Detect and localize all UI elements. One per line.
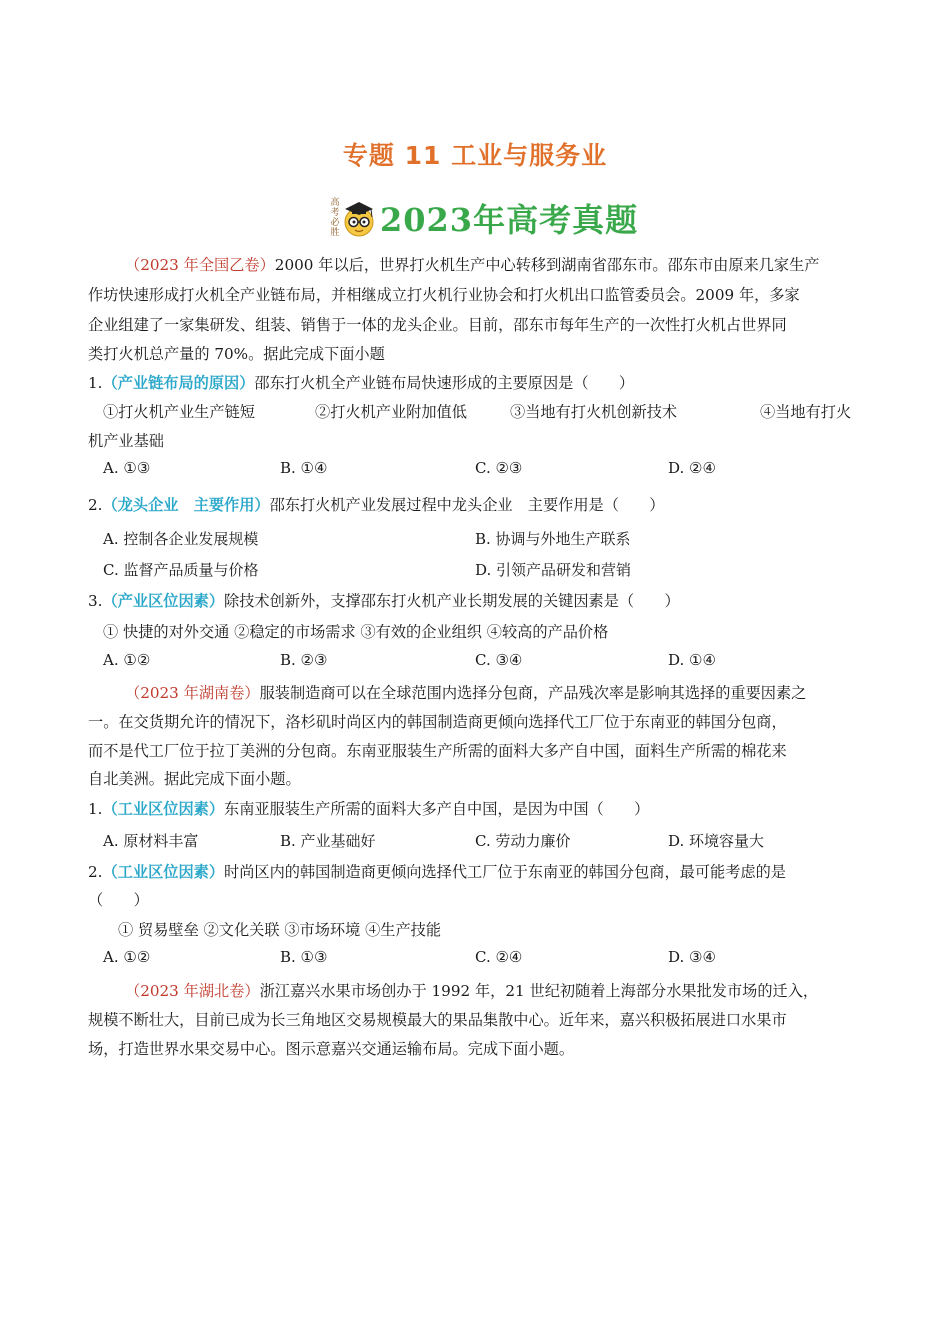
question-1 bbox=[88, 798, 649, 819]
answer-option-a[interactable]: A. ①② bbox=[103, 948, 151, 966]
answer-option-b[interactable]: B. 产业基础好 bbox=[280, 832, 376, 850]
banner-char: 考 bbox=[330, 208, 340, 218]
statement-list: ① 贸易壁垒 ②文化关联 ③市场环境 ④生产技能 bbox=[118, 921, 442, 939]
question-text: 邵东打火机全产业链布局快速形成的主要原因是（ ） bbox=[254, 374, 635, 392]
answer-option-d[interactable]: D. ③④ bbox=[668, 948, 716, 966]
answer-option-d[interactable]: D. ②④ bbox=[668, 459, 716, 477]
passage-line bbox=[125, 682, 806, 703]
passage-line: 作坊快速形成打火机全产业链布局，并相继成立打火机行业协会和打火机出口监管委员会。2009 年，多家 bbox=[88, 286, 800, 304]
question-text: 东南亚服装生产所需的面料大多产自中国，是因为中国（ ） bbox=[224, 800, 650, 818]
passage-line: 自北美洲。据此完成下面小题。 bbox=[88, 770, 301, 788]
statement-item: ③当地有打火机创新技术 bbox=[510, 403, 678, 421]
question-3 bbox=[88, 590, 680, 611]
answer-option-b[interactable]: B. ②③ bbox=[280, 651, 328, 669]
answer-option-d[interactable]: D. ①④ bbox=[668, 651, 716, 669]
question-tag: （龙头企业 主要作用） bbox=[102, 496, 270, 514]
banner-char: 胜 bbox=[330, 228, 340, 238]
question-2 bbox=[88, 494, 664, 515]
answer-option-c[interactable]: C. 监督产品质量与价格 bbox=[103, 561, 259, 579]
exam-banner bbox=[330, 195, 638, 241]
answer-option-d[interactable]: D. 引领产品研发和营销 bbox=[475, 561, 632, 579]
passage-line: 场，打造世界水果交易中心。图示意嘉兴交通运输布局。完成下面小题。 bbox=[88, 1040, 574, 1058]
statement-item: ②打火机产业附加值低 bbox=[315, 403, 467, 421]
banner-title: 2023年高考真题 bbox=[380, 201, 639, 239]
passage-line: 一。在交货期允许的情况下，洛杉矶时尚区内的韩国制造商更倾向选择代工厂位于东南亚的韩国分包商， bbox=[88, 713, 787, 731]
question-2 bbox=[88, 861, 786, 882]
passage-line: 类打火机总产量的 70%。据此完成下面小题 bbox=[88, 345, 385, 363]
question-number: 3. bbox=[88, 592, 103, 610]
question-1 bbox=[88, 372, 634, 393]
answer-blank: （ ） bbox=[88, 891, 149, 909]
question-number: 1. bbox=[88, 374, 103, 392]
question-text: 除技术创新外，支撑邵东打火机产业长期发展的关键因素是（ ） bbox=[224, 592, 680, 610]
answer-option-a[interactable]: A. ①② bbox=[103, 651, 151, 669]
answer-option-c[interactable]: C. 劳动力廉价 bbox=[475, 832, 571, 850]
banner-char: 必 bbox=[330, 218, 340, 228]
question-tag: （工业区位因素） bbox=[102, 800, 224, 818]
answer-option-b[interactable]: B. ①④ bbox=[280, 459, 328, 477]
passage-line: 规模不断壮大，目前已成为长三角地区交易规模最大的果品集散中心。近年来，嘉兴积极拓展进口水果市 bbox=[88, 1011, 787, 1029]
passage-line bbox=[125, 980, 818, 1001]
answer-option-d[interactable]: D. 环境容量大 bbox=[668, 832, 765, 850]
banner-vertical-text bbox=[330, 198, 340, 238]
answer-option-c[interactable]: C. ②③ bbox=[475, 459, 523, 477]
answer-option-b[interactable]: B. 协调与外地生产联系 bbox=[475, 530, 631, 548]
statement-item: ④当地有打火 bbox=[760, 403, 852, 421]
question-text: 邵东打火机产业发展过程中龙头企业 主要作用是（ ） bbox=[269, 496, 665, 514]
question-text: 时尚区内的韩国制造商更倾向选择代工厂位于东南亚的韩国分包商，最可能考虑的是 bbox=[224, 863, 786, 881]
passage-line: 而不是代工厂位于拉丁美洲的分包商。东南亚服装生产所需的面料大多产自中国，面料生产所需的棉花来 bbox=[88, 742, 787, 760]
passage-line bbox=[125, 254, 819, 275]
question-number: 2. bbox=[88, 863, 103, 881]
statement-item: ①打火机产业生产链短 bbox=[103, 403, 255, 421]
source-label: （2023 年湖南卷） bbox=[125, 684, 260, 702]
statement-wrap: 机产业基础 bbox=[88, 432, 164, 450]
question-tag: （产业链布局的原因） bbox=[102, 374, 255, 392]
answer-option-a[interactable]: A. 原材料丰富 bbox=[103, 832, 199, 850]
passage-text: 服装制造商可以在全球范围内选择分包商，产品残次率是影响其选择的重要因素之 bbox=[259, 684, 807, 702]
question-number: 2. bbox=[88, 496, 103, 514]
banner-char: 高 bbox=[330, 198, 340, 208]
source-label: （2023 年全国乙卷） bbox=[125, 256, 275, 274]
passage-text: 浙江嘉兴水果市场创办于 1992 年，21 世纪初随着上海部分水果批发市场的迁入， bbox=[259, 982, 819, 1000]
answer-option-b[interactable]: B. ①③ bbox=[280, 948, 328, 966]
question-number: 1. bbox=[88, 800, 103, 818]
question-tag: （产业区位因素） bbox=[102, 592, 224, 610]
answer-option-c[interactable]: C. ③④ bbox=[475, 651, 523, 669]
page-title: 专题 11 工业与服务业 bbox=[342, 141, 608, 170]
answer-option-c[interactable]: C. ②④ bbox=[475, 948, 523, 966]
passage-text: 2000 年以后，世界打火机生产中心转移到湖南省邵东市。邵东市由原来几家生产 bbox=[274, 256, 820, 274]
statement-list: ① 快捷的对外交通 ②稳定的市场需求 ③有效的企业组织 ④较高的产品价格 bbox=[103, 623, 609, 641]
question-tag: （工业区位因素） bbox=[102, 863, 224, 881]
passage-line: 企业组建了一家集研发、组装、销售于一体的龙头企业。目前，邵东市每年生产的一次性打火机占世界同 bbox=[88, 316, 787, 334]
scholar-mascot-icon bbox=[342, 198, 376, 238]
answer-option-a[interactable]: A. ①③ bbox=[103, 459, 151, 477]
answer-option-a[interactable]: A. 控制各企业发展规模 bbox=[103, 530, 259, 548]
source-label: （2023 年湖北卷） bbox=[125, 982, 260, 1000]
